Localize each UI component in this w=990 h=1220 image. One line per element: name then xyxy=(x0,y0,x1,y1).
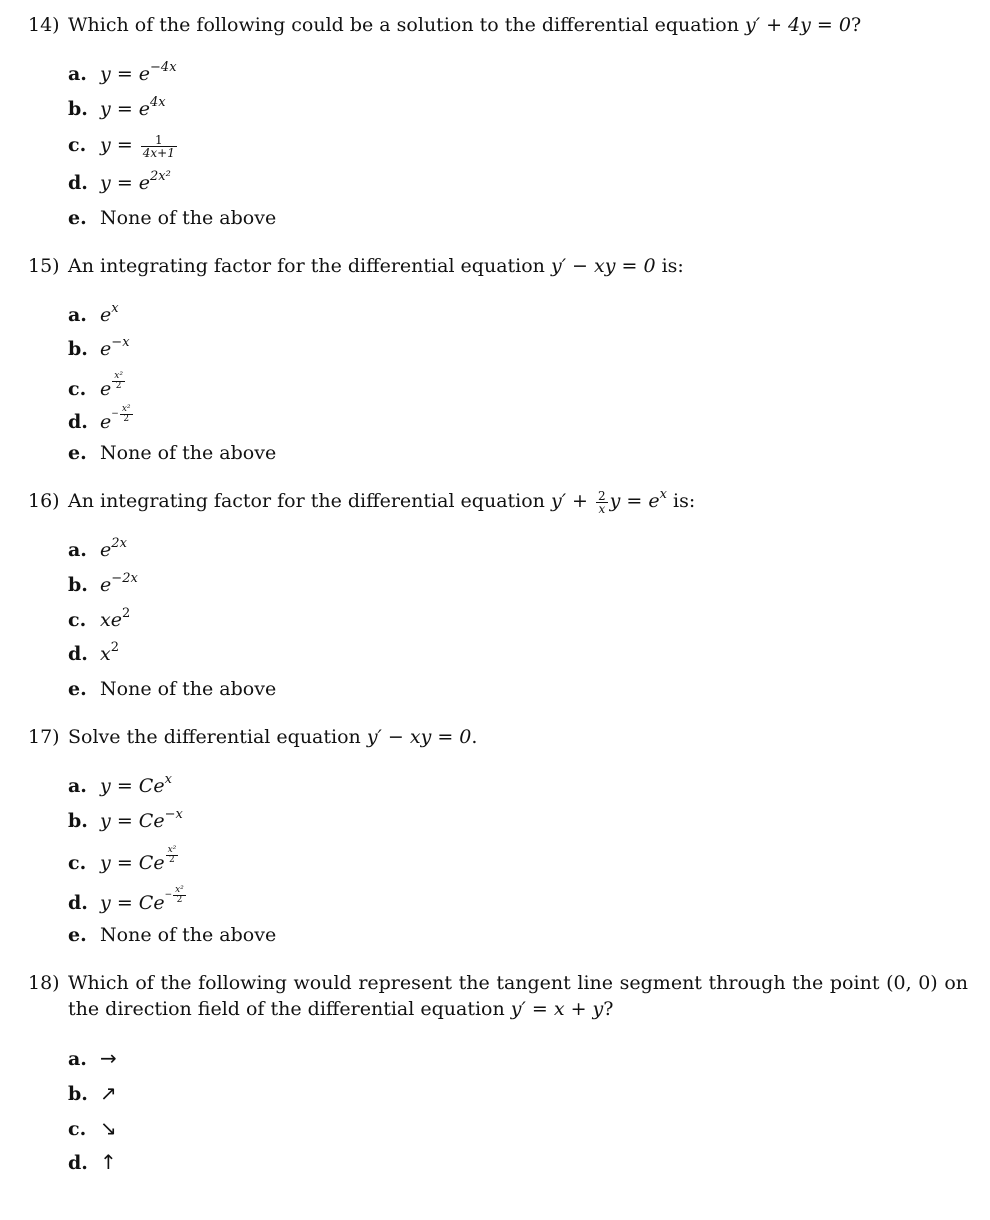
option-b[interactable]: b. ↗ xyxy=(68,1081,117,1105)
question-18 xyxy=(28,970,968,1022)
question-15 xyxy=(28,253,968,279)
point: (0, 0) xyxy=(886,972,938,994)
option-a[interactable]: a. $y = e^{-4x}$ xyxy=(68,60,177,85)
option-a[interactable]: a. $y = Ce^x$ xyxy=(68,772,172,797)
equation: y′ − xy = 0 xyxy=(550,255,656,277)
option-d[interactable]: d. y = Ce− $\frac{\text{x²}}{2}$ xyxy=(68,886,187,916)
question-17 xyxy=(28,724,968,750)
option-e[interactable]: e. None of the above xyxy=(68,207,277,229)
down-right-arrow-icon: ↘ xyxy=(100,1116,117,1140)
option-a[interactable]: a. → xyxy=(68,1046,117,1070)
fraction: $\frac{2}{x}$ xyxy=(598,488,606,516)
option-d[interactable]: d. $x^2$ xyxy=(68,640,120,665)
option-b[interactable]: b. $y = Ce^{-x}$ xyxy=(68,807,183,832)
question-number: 17) xyxy=(28,726,60,748)
option-e[interactable]: e. None of the above xyxy=(68,924,277,946)
option-c[interactable]: c. ↘ xyxy=(68,1116,117,1140)
question-number: 14) xyxy=(28,14,60,36)
question-number: 18) xyxy=(28,972,60,994)
equation: y′ − xy = 0 xyxy=(366,726,472,748)
question-number: 16) xyxy=(28,490,60,512)
question-14 xyxy=(28,12,968,38)
question-text: Which of the following would represent the tangent line segment through the point (0, 0) on the direction field of the differential equation y′ = x + y? xyxy=(68,972,968,1020)
right-arrow-icon: → xyxy=(100,1046,117,1070)
option-d[interactable]: d. e− $\frac{\text{x²}}{2}$ xyxy=(68,405,134,435)
up-arrow-icon: ↑ xyxy=(100,1150,117,1174)
option-c[interactable]: c. y = Ce $\frac{\text{x²}}{2}$ xyxy=(68,846,179,876)
option-b[interactable]: b. $e^{-2x}$ xyxy=(68,571,138,596)
option-b[interactable]: b. $y = e^{4x}$ xyxy=(68,95,166,120)
option-a[interactable]: a. $e^{2x}$ xyxy=(68,536,127,561)
equation: y′ + 4y = 0 xyxy=(744,14,851,36)
question-text: Solve the differential equation y′ − xy = 0. xyxy=(68,726,478,748)
equation: y′ = x + y xyxy=(510,998,604,1020)
question-16 xyxy=(28,488,968,515)
exponent-fraction: $\frac{\text{x²}}{2}$ xyxy=(114,371,123,391)
option-a[interactable]: a. $e^x$ xyxy=(68,301,119,326)
option-b[interactable]: b. $e^{-x}$ xyxy=(68,335,130,360)
option-c[interactable]: c. y = $\frac{1}{4x+1}$ xyxy=(68,132,175,160)
exponent-fraction: − $\frac{\text{x²}}{2}$ xyxy=(111,404,131,424)
fraction: $\frac{1}{4x+1}$ xyxy=(142,132,175,160)
question-text: Which of the following could be a solution to the differential equation y′ + 4y = 0? xyxy=(68,14,862,36)
question-number: 15) xyxy=(28,255,60,277)
exponent-fraction: $\frac{\text{x²}}{2}$ xyxy=(167,845,177,865)
option-e[interactable]: e. None of the above xyxy=(68,678,277,700)
option-d[interactable]: d. ↑ xyxy=(68,1150,117,1174)
question-text: An integrating factor for the differential equation y′ − xy = 0 is: xyxy=(68,255,684,277)
option-e[interactable]: e. None of the above xyxy=(68,442,277,464)
option-d[interactable]: d. $y = e^{2x^2}$ xyxy=(68,169,171,194)
question-text: An integrating factor for the differential equation y′ + $\frac{2}{x}$ $y = e^x$ is: xyxy=(68,487,696,516)
up-right-arrow-icon: ↗ xyxy=(100,1081,117,1105)
option-c[interactable]: c. e $\frac{\text{x²}}{2}$ xyxy=(68,372,126,402)
option-c[interactable]: c. $xe^2$ xyxy=(68,606,131,631)
exponent-fraction: − $\frac{\text{x²}}{2}$ xyxy=(164,885,184,905)
